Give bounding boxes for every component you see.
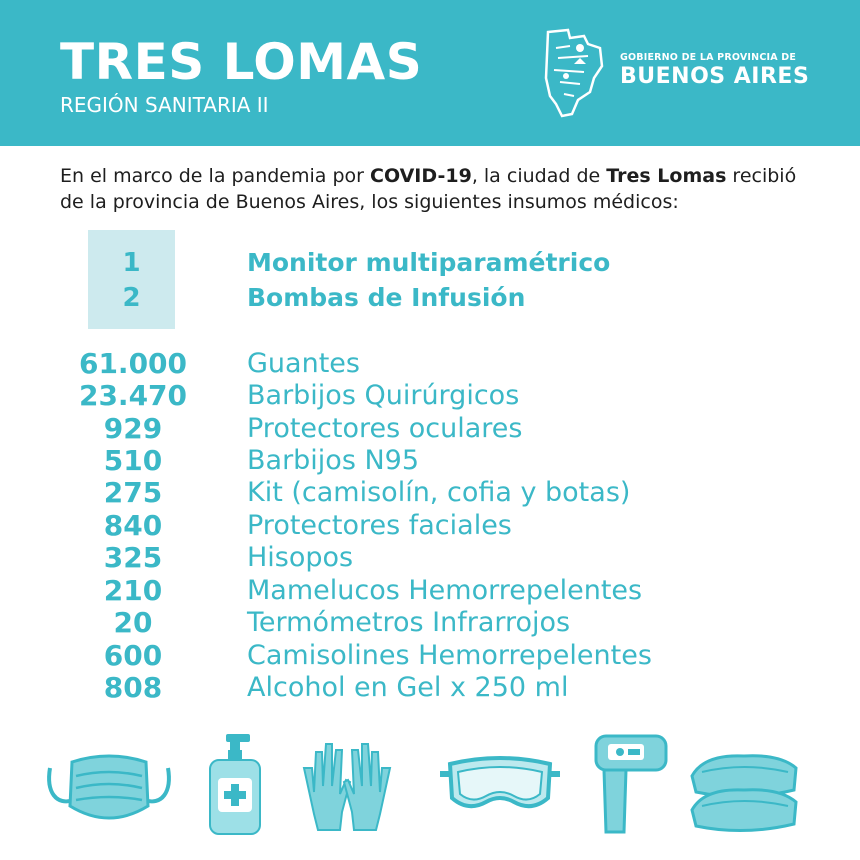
goggles-icon [436, 752, 564, 818]
header-banner [0, 0, 860, 146]
item-qty: 600 [103, 639, 163, 672]
item-qty: 61.000 [78, 347, 188, 380]
highlight-qty: 2 [122, 283, 141, 313]
item-qty: 510 [103, 444, 163, 477]
item-qty: 210 [103, 574, 163, 607]
item-qty: 929 [103, 412, 163, 445]
item-name: Camisolines Hemorrepelentes [247, 640, 652, 671]
highlight-qty: 1 [122, 248, 141, 278]
page-subtitle: REGIÓN SANITARIA II [60, 93, 269, 117]
page-title: TRES LOMAS [60, 33, 423, 91]
item-qty: 20 [113, 606, 153, 639]
city-name: Tres Lomas [606, 165, 727, 187]
province-map-logo-icon [544, 26, 604, 120]
shoe-covers-icon [684, 736, 804, 836]
item-name: Barbijos Quirúrgicos [247, 380, 520, 411]
highlight-name: Monitor multiparamétrico [247, 248, 611, 277]
item-qty: 840 [103, 509, 163, 542]
item-name: Hisopos [247, 542, 354, 573]
item-qty: 325 [103, 541, 163, 574]
item-qty: 808 [103, 671, 163, 704]
thermometer-icon [590, 732, 672, 838]
item-name: Barbijos N95 [247, 445, 420, 476]
gel-bottle-icon [204, 730, 266, 840]
item-name: Guantes [247, 348, 360, 379]
gloves-icon [296, 734, 398, 836]
item-qty: 275 [103, 476, 163, 509]
covid-term: COVID-19 [370, 165, 472, 187]
item-name: Alcohol en Gel x 250 ml [247, 672, 569, 703]
item-name: Mamelucos Hemorrepelentes [247, 575, 643, 606]
gov-province-name: BUENOS AIRES [620, 64, 810, 89]
highlight-name: Bombas de Infusión [247, 283, 526, 312]
intro-paragraph: En el marco de la pandemia por COVID-19, la ciudad de Tres Lomas recibió de la provincia de Buenos Aires, los siguientes insumos médicos: [60, 165, 797, 213]
item-qty: 23.470 [78, 379, 188, 412]
item-name: Termómetros Infrarrojos [247, 607, 571, 638]
item-name: Protectores oculares [247, 413, 523, 444]
item-name: Kit (camisolín, cofia y botas) [247, 477, 631, 508]
item-name: Protectores faciales [247, 510, 512, 541]
face-mask-icon [44, 750, 174, 828]
gov-label: GOBIERNO DE LA PROVINCIA DE [620, 52, 797, 63]
